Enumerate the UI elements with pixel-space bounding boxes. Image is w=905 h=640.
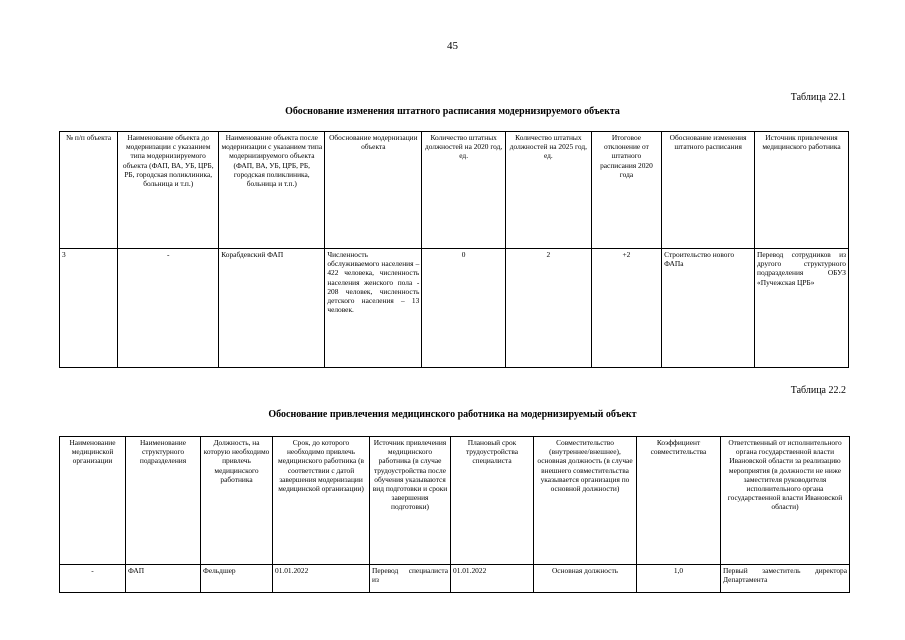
- header-cell: Должность, на которую необходимо привлечь медицинского работника: [201, 437, 273, 565]
- header-cell: Наименование структурного подразделения: [126, 437, 201, 565]
- header-cell: Количество штатных должностей на 2020 год, ед.: [422, 132, 506, 249]
- cell-deadline: 01.01.2022: [273, 565, 370, 593]
- header-cell: Источник привлечения медицинского работника (в случае трудоустройства после обучения указываются вид подготовки и сроки завершения подготовки): [370, 437, 451, 565]
- header-cell: Источник привлечения медицинского работника: [755, 132, 849, 249]
- header-cell: Наименование медицинской организации: [60, 437, 126, 565]
- header-cell: Итоговое отклонение от штатного расписания 2020 года: [591, 132, 661, 249]
- cell-count-2020: 0: [422, 249, 506, 368]
- cell-count-2025: 2: [506, 249, 592, 368]
- header-cell: № п/п объекта: [60, 132, 118, 249]
- header-cell: Ответственный от исполнительного органа государственной власти Ивановской области за реализацию мероприятия (в должности не ниже заместителя руководителя исполнительного органа государственной власти Ивановской области): [721, 437, 850, 565]
- cell-num: 3: [60, 249, 118, 368]
- cell-source: Перевод специалиста из: [370, 565, 451, 593]
- staffing-justification-table: [59, 131, 849, 368]
- header-cell: Обоснование изменения штатного расписания: [662, 132, 755, 249]
- cell-after: Корабдевский ФАП: [219, 249, 325, 368]
- cell-change-reason: Строительство нового ФАПа: [662, 249, 755, 368]
- cell-org: -: [60, 565, 126, 593]
- cell-source: Перевод сотрудников из другого структурного подразделения ОБУЗ «Пучежская ЦРБ»: [755, 249, 849, 368]
- cell-responsible: Первый заместитель директора Департамента: [721, 565, 850, 593]
- table1-title: Обоснование изменения штатного расписания модернизируемого объекта: [285, 106, 620, 117]
- header-cell: Наименование объекта до модернизации с указанием типа модернизируемого объекта (ФАП, ВА, УБ, ЦРБ, РБ, городская поликлиника, больница и т.п.): [118, 132, 219, 249]
- worker-attraction-table: [59, 436, 850, 593]
- table-row: [60, 565, 850, 593]
- table1-label: Таблица 22.1: [790, 92, 846, 103]
- header-cell: Срок, до которого необходимо привлечь медицинского работника (в соответствии с датой завершения модернизации медицинской организации): [273, 437, 370, 565]
- cell-before: -: [118, 249, 219, 368]
- header-cell: Коэффициент совместительства: [637, 437, 721, 565]
- cell-unit: ФАП: [126, 565, 201, 593]
- header-cell: Обоснование модернизации объекта: [325, 132, 422, 249]
- table2-label: Таблица 22.2: [790, 385, 846, 396]
- header-cell: Наименование объекта после модернизации с указанием типа модернизируемого объекта (ФАП, ВА, УБ, ЦРБ, РБ, городская поликлиника, больница и т.п.): [219, 132, 325, 249]
- cell-combination: Основная должность: [534, 565, 637, 593]
- page-number: 45: [447, 40, 458, 52]
- table2-title: Обоснование привлечения медицинского работника на модернизируемый объект: [268, 409, 637, 420]
- table-row: [60, 249, 849, 368]
- cell-coefficient: 1,0: [637, 565, 721, 593]
- header-cell: Совместительство (внутреннее/внешнее), основная должность (в случае внешнего совместительства указывается организация по основной должности): [534, 437, 637, 565]
- header-cell: Плановый срок трудоустройства специалиста: [451, 437, 534, 565]
- cell-position: Фельдшер: [201, 565, 273, 593]
- cell-justification: Численность обслуживаемого населения – 422 человека, численность населения женского пола - 208 человек, численность детского населения – 13 человек.: [325, 249, 422, 368]
- cell-deviation: +2: [591, 249, 661, 368]
- header-cell: Количество штатных должностей на 2025 год, ед.: [506, 132, 592, 249]
- cell-planned-date: 01.01.2022: [451, 565, 534, 593]
